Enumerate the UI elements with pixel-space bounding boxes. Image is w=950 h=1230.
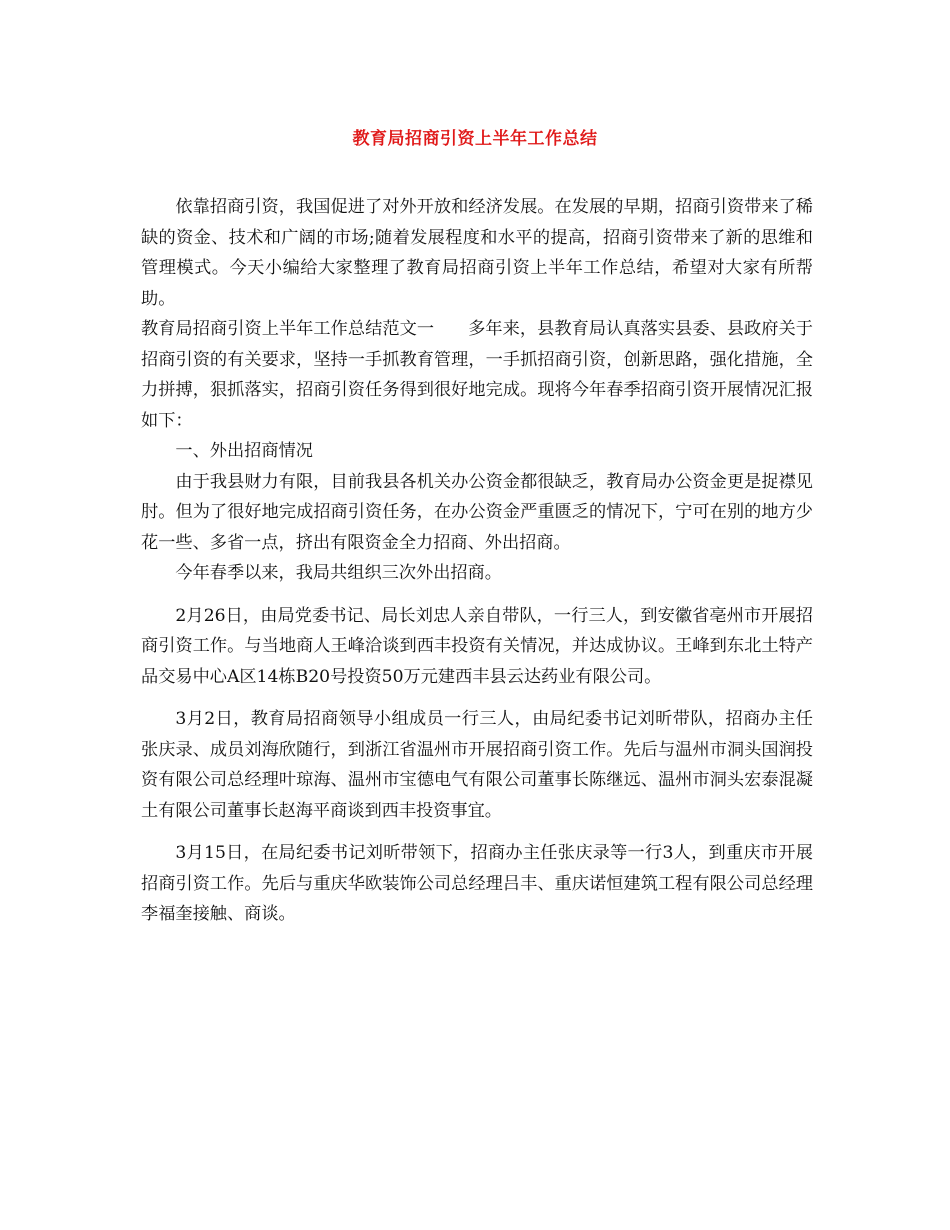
document-body [141,192,813,930]
section-heading-outbound: 一、外出招商情况 [175,441,313,461]
paragraph-intro: 依靠招商引资，我国促进了对外开放和经济发展。在发展的早期，招商引资带来了稀缺的资金、技术和广阔的市场;随着发展程度和水平的提高，招商引资带来了新的思维和管理模式。今天小编给大家整理了教育局招商引资上半年工作总结，希望对大家有所帮助。 [141,197,813,309]
paragraph-trip-mar2: 3月2日，教育局招商领导小组成员一行三人，由局纪委书记刘昕带队，招商办主任张庆录、成员刘海欣随行，到浙江省温州市开展招商引资工作。先后与温州市洞头国润投资有限公司总经理叶琼海、温州市宝德电气有限公司董事长陈继远、温州市洞头宏泰混凝土有限公司董事长赵海平商谈到西丰投资事宜。 [141,709,813,821]
sample-body: 多年来，县教育局认真落实县委、县政府关于招商引资的有关要求，坚持一手抓教育管理，一手抓招商引资，创新思路，强化措施，全力拼搏，狠抓落实，招商引资任务得到很好地完成。现将今年春季招商引资开展情况汇报如下： [141,319,813,431]
paragraph-sample-one [141,314,813,436]
document-title: 教育局招商引资上半年工作总结 [352,129,598,149]
paragraph-trip-feb26: 2月26日，由局党委书记、局长刘忠人亲自带队，一行三人，到安徽省亳州市开展招商引资工作。与当地商人王峰洽谈到西丰投资有关情况，并达成协议。王峰到东北土特产品交易中心A区14栋B20号投资50万元建西丰县云达药业有限公司。 [141,605,813,687]
sample-heading: 教育局招商引资上半年工作总结范文一 [141,319,435,339]
paragraph-trip-count: 今年春季以来，我局共组织三次外出招商。 [175,563,502,583]
paragraph-trip-mar15: 3月15日，在局纪委书记刘昕带领下，招商办主任张庆录等一行3人，到重庆市开展招商引资工作。先后与重庆华欧装饰公司总经理吕丰、重庆诺恒建筑工程有限公司总经理李福奎接触、商谈。 [141,843,813,924]
paragraph-funding: 由于我县财力有限，目前我县各机关办公资金都很缺乏，教育局办公资金更是捉襟见肘。但为了很好地完成招商引资任务，在办公资金严重匮乏的情况下，宁可在别的地方少花一些、多省一点，挤出有限资金全力招商、外出招商。 [141,471,813,553]
